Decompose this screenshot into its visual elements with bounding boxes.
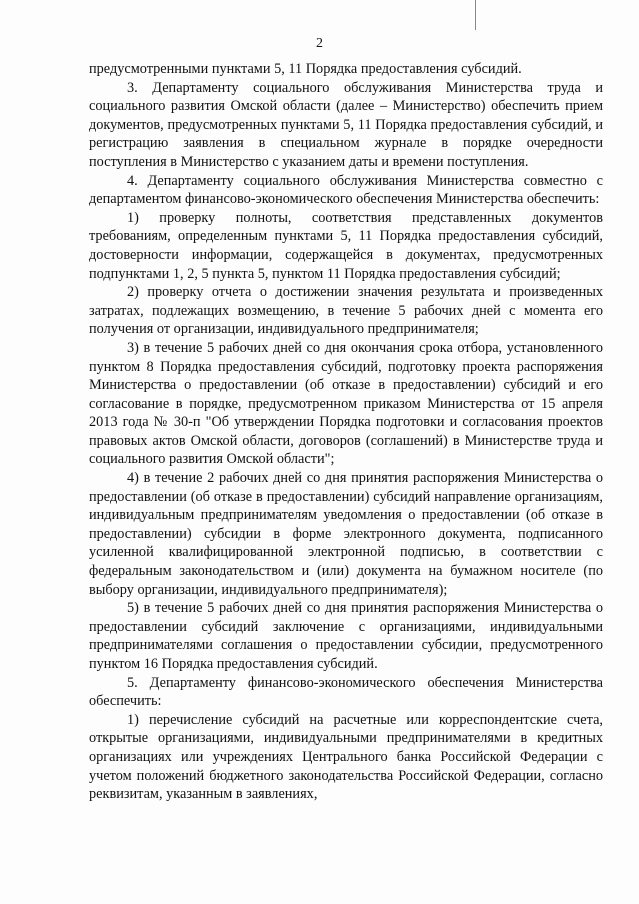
paragraph-4: 4. Департаменту социального обслуживания Министерства совместно с департаментом финансово-экономического обеспечения Министерства обеспечить: xyxy=(89,172,603,208)
document-body xyxy=(89,60,603,804)
paragraph-3: 3. Департаменту социального обслуживания Министерства труда и социального развития Омской области (далее – Министерство) обеспечить прием документов, предусмотренных пунктами 5, 11 Порядка предоставления субсидий, и регистрацию заявления в специальном журнале в порядке очередности поступления в Министерство с указанием даты и времени поступления. xyxy=(89,79,603,170)
paragraph-4-item-5: 5) в течение 5 рабочих дней со дня принятия распоряжения Министерства о предоставлении субсидий заключение с организациями, индивидуальными предпринимателями соглашения о предоставлении субсидии, предусмотренного пунктом 16 Порядка предоставления субсидий. xyxy=(89,600,603,672)
paragraph-continuation: предусмотренными пунктами 5, 11 Порядка предоставления субсидий. xyxy=(89,61,522,77)
paragraph-5-item-1: 1) перечисление субсидий на расчетные или корреспондентские счета, открытые организациями, индивидуальными предпринимателями в кредитных организациях или учреждениях Центрального банка Российской Федерации с учетом положений бюджетного законодательства Российской Федерации, согласно реквизитам, указанным в заявлениях, xyxy=(89,711,603,803)
paragraph-4-item-4: 4) в течение 2 рабочих дней со дня принятия распоряжения Министерства о предоставлении (об отказе в предоставлении) субсидий направление организациям, индивидуальным предпринимателям уведомления о предоставлении (об отказе в предоставлении) субсидии в форме электронного документа, подписанного усиленной квалифицированной электронной подписью, в соответствии с федеральным законодательством и (или) документа на бумажном носителе (по выбору организации, индивидуального предпринимателя); xyxy=(89,470,603,598)
paragraph-4-item-2: 2) проверку отчета о достижении значения результата и произведенных затратах, подлежащих возмещению, в течение 5 рабочих дней с момента его получения от организации, индивидуального предпринимателя; xyxy=(89,284,603,338)
paragraph-5: 5. Департаменту финансово-экономического обеспечения Министерства обеспечить: xyxy=(89,674,603,710)
page-number: 2 xyxy=(316,36,323,51)
scan-artifact-line xyxy=(475,0,476,30)
paragraph-4-item-1: 1) проверку полноты, соответствия представленных документов требованиям, определенным пунктами 5, 11 Порядка предоставления субсидий, достоверности информации, содержащейся в документах, предусмотренных подпунктами 1, 2, 5 пункта 5, пунктом 11 Порядка предоставления субсидий; xyxy=(89,209,603,282)
paragraph-4-item-3: 3) в течение 5 рабочих дней со дня окончания срока отбора, установленного пунктом 8 Порядка предоставления субсидий, подготовку проекта распоряжения Министерства о предоставлении (об отказе в предоставлении) субсидий и его согласование в порядке, предусмотренном приказом Министерства от 15 апреля 2013 года № 30-п "Об утверждении Порядка подготовки и согласования проектов правовых актов Омской области, договоров (соглашений) в Министерстве труда и социального развития Омской области"; xyxy=(89,339,603,468)
